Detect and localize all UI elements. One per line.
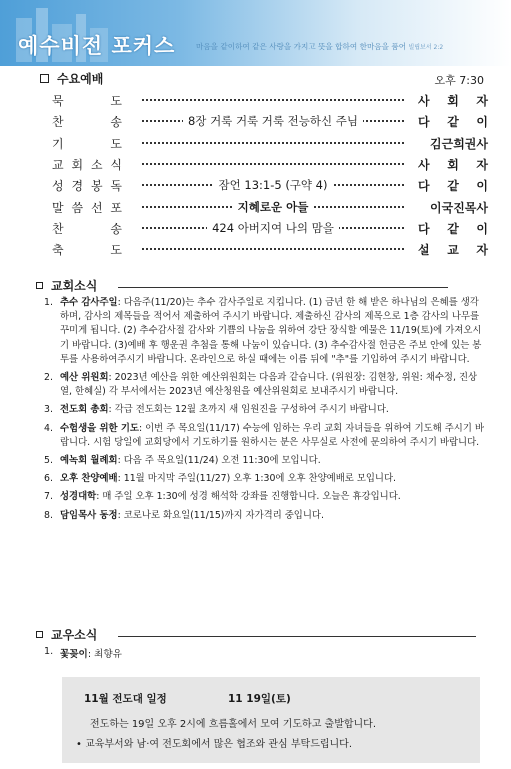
- news-heading: 오후 찬양예배: [60, 473, 118, 485]
- worship-section-title: 수요예배: [57, 72, 104, 86]
- worship-order-row: [52, 177, 488, 197]
- order-item-char: 도: [110, 243, 122, 258]
- order-leader-char: 이: [476, 115, 488, 130]
- news-section-header: [36, 277, 97, 294]
- worship-order-leader: [418, 241, 488, 258]
- worship-order-item: [52, 156, 122, 173]
- worship-order-item: [52, 177, 122, 194]
- evangelism-notice: 전도하는 19일 오후 2시에 흐름홀에서 모여 기도하고 출발합니다.: [90, 719, 377, 730]
- news-text: : 2023년 예산을 위한 예산위원회는 다음과 같습니다. (위원장: 김현창, 위원: 채수정, 진상열, 한혜실) 각 부서에서는 2023년 예산청원을 예산위원회로 보내주시기 바랍니다.: [60, 372, 478, 398]
- news-item: [44, 454, 484, 468]
- member-heading: 꽃꽂이: [60, 649, 88, 660]
- checkbox-square-icon: [36, 282, 43, 289]
- order-leader-char: 이: [476, 179, 488, 194]
- order-item-char: 송: [110, 115, 122, 130]
- order-leader-char: 이국진목사: [430, 200, 488, 215]
- order-leader-char: 다: [418, 179, 430, 194]
- news-text: : 다음 주 목요일(11/24) 오전 11:30에 모입니다.: [117, 455, 321, 467]
- evangelism-date: 11 19일(토): [228, 693, 291, 705]
- news-item: [44, 403, 484, 417]
- news-item: [44, 472, 484, 486]
- order-item-char: 찬: [52, 115, 64, 130]
- member-item: [44, 646, 122, 660]
- worship-order-item: [52, 113, 122, 130]
- order-item-char: 도: [110, 136, 122, 151]
- evangelism-request: • 교육부서와 남·여 전도회에서 많은 협조와 관심 부탁드립니다.: [76, 739, 353, 750]
- worship-order-row: [52, 92, 488, 112]
- order-item-char: 포: [110, 200, 122, 215]
- worship-order-leader: [418, 92, 488, 109]
- order-content-text: 424 아버지여 나의 맘을: [207, 221, 339, 235]
- news-text: : 매 주일 오후 1:30에 성경 해석학 강좌를 진행합니다. 오늘은 휴강입니다.: [96, 491, 401, 503]
- news-number: 6.: [44, 473, 53, 485]
- order-leader-char: 사: [418, 157, 430, 172]
- news-list: [44, 296, 484, 527]
- order-leader-char: 이: [476, 221, 488, 236]
- news-item: [44, 371, 484, 399]
- checkbox-square-icon: [40, 74, 49, 83]
- news-heading: 담임목사 동정: [60, 509, 118, 521]
- tagline-verse: 빌립보서 2:2: [408, 44, 444, 51]
- news-number: 5.: [44, 455, 53, 467]
- worship-order-content: [142, 220, 404, 236]
- news-item: [44, 509, 484, 523]
- worship-order-leader: [418, 113, 488, 130]
- header-banner: [0, 0, 511, 66]
- news-heading: 전도회 총회: [60, 404, 109, 416]
- order-leader-char: 회: [447, 94, 459, 108]
- order-item-char: 봉: [90, 179, 103, 194]
- dotted-leader-line: [142, 97, 404, 101]
- order-leader-char: 자: [476, 94, 488, 108]
- news-number: 3.: [44, 404, 53, 416]
- order-item-char: 경: [71, 179, 84, 194]
- order-item-char: 성: [52, 179, 64, 194]
- worship-order-leader: [418, 156, 488, 173]
- worship-order-content: [142, 199, 404, 215]
- worship-order-row: [52, 156, 488, 176]
- worship-order-item: [52, 220, 122, 237]
- member-number: 1.: [44, 646, 54, 657]
- worship-order-row: [52, 220, 488, 240]
- news-body: [60, 490, 484, 504]
- order-item-char: 회: [71, 157, 84, 172]
- order-content-text: 지혜로운 아들: [233, 200, 314, 214]
- evangelism-title: 11월 전도대 일정: [84, 693, 167, 705]
- worship-order-leader: [418, 199, 488, 216]
- news-heading: 예녹회 월례회: [60, 455, 118, 467]
- order-item-char: 선: [90, 200, 103, 215]
- worship-order-row: [52, 135, 488, 155]
- worship-order-row: [52, 241, 488, 261]
- news-divider: [118, 287, 448, 288]
- checkbox-square-icon: [36, 631, 43, 638]
- order-leader-char: 같: [447, 179, 459, 194]
- news-item: [44, 490, 484, 504]
- news-text: : 다음주(11/20)는 추수 감사주일로 지킵니다. (1) 금년 한 해 받은 하나님의 은혜를 생각하며, 감사의 제목들을 적어서 제출하여 주시기 바랍니다. 제출하신 감사의 제목으로 1층 감사의 나무를 꾸미게 됩니다. (2) 추수감사절 감사와 기쁨의 나눔을 위하여 강단 장식할 예물은 11/19(토)에 가져오시기 바랍니다. (3)예배 후 행운권 추첨을 통해 나눔이 있습니다. (3) 추수감사절 헌금은 주보 안에 있는 봉투를 사용하여주시기 바랍니다. 온라인으로 하실 때에는 이름 뒤에 "추"를 기입하여 주시기 바랍니다.: [60, 297, 482, 365]
- members-section-title: 교우소식: [51, 628, 98, 642]
- members-divider: [118, 636, 476, 637]
- bulletin-tagline: [196, 41, 443, 52]
- news-number: 8.: [44, 509, 53, 521]
- news-body: [60, 422, 484, 450]
- bulletin-title: 예수비전 포커스: [18, 34, 176, 58]
- order-leader-char: 교: [447, 243, 459, 258]
- tagline-text: 마음을 같이하여 같은 사랑을 가지고 뜻을 합하여 한마음을 품어: [196, 42, 407, 51]
- news-body: [60, 472, 484, 486]
- dotted-leader-line: [142, 161, 404, 165]
- worship-time: 오후 7:30: [434, 74, 484, 87]
- worship-order-item: [52, 241, 122, 258]
- news-text: : 이번 주 목요일(11/17) 수능에 임하는 우리 교회 자녀들을 위하여 기도해 주시기 바랍니다. 시험 당일에 교회당에서 기도하기를 원하시는 분은 사무실로 사전에 문의하여 주시기 바랍니다.: [60, 422, 484, 448]
- news-item: [44, 296, 484, 367]
- order-item-char: 씀: [71, 200, 84, 215]
- order-item-char: 찬: [52, 221, 64, 236]
- order-leader-char: 다: [418, 221, 430, 236]
- news-body: [60, 454, 484, 468]
- order-leader-char: 다: [418, 115, 430, 130]
- members-section-header: [36, 626, 97, 643]
- news-number: 2.: [44, 372, 53, 384]
- worship-order-content: [142, 113, 404, 129]
- order-item-char: 도: [110, 94, 122, 108]
- news-heading: 성경대학: [60, 491, 97, 503]
- order-leader-char: 같: [447, 221, 459, 236]
- news-body: [60, 403, 484, 417]
- worship-order-item: [52, 92, 122, 109]
- news-heading: 예산 위원회: [60, 372, 109, 384]
- news-item: [44, 422, 484, 450]
- order-item-char: 기: [52, 136, 64, 151]
- order-item-char: 말: [52, 200, 64, 215]
- news-number: 7.: [44, 491, 53, 503]
- worship-order-leader: [418, 220, 488, 237]
- worship-order-leader: [418, 135, 488, 152]
- dotted-leader-line: [142, 246, 404, 250]
- order-leader-char: 회: [447, 157, 459, 172]
- evangelism-schedule-box: [62, 677, 480, 763]
- worship-order-row: [52, 199, 488, 219]
- order-leader-char: 설: [418, 243, 430, 258]
- order-leader-char: 사: [418, 94, 430, 108]
- news-heading: 추수 감사주일: [60, 297, 118, 308]
- order-item-char: 송: [110, 221, 122, 236]
- news-body: [60, 509, 484, 523]
- order-item-char: 축: [52, 243, 64, 258]
- news-text: : 11월 마지막 주일(11/27) 오후 1:30에 오후 찬양예배로 모입니다.: [117, 473, 397, 485]
- news-section-title: 교회소식: [51, 279, 98, 293]
- worship-order-item: [52, 199, 122, 216]
- order-item-char: 소: [90, 157, 103, 172]
- order-item-char: 식: [110, 157, 122, 172]
- order-item-char: 독: [110, 179, 122, 194]
- news-number: 4.: [44, 422, 53, 434]
- news-body: [60, 371, 484, 399]
- order-leader-char: 김근희권사: [430, 136, 488, 151]
- dotted-leader-line: [142, 140, 404, 144]
- worship-order-row: [52, 113, 488, 133]
- order-content-text: 8장 거룩 거룩 거룩 전능하신 주님: [183, 114, 363, 128]
- worship-order-leader: [418, 177, 488, 194]
- news-heading: 수험생을 위한 기도: [60, 422, 139, 434]
- order-item-char: 교: [52, 157, 64, 172]
- news-body: [60, 296, 484, 367]
- order-item-char: 묵: [52, 94, 64, 108]
- news-text: : 코로나로 화요일(11/15)까지 자가격리 중입니다.: [117, 509, 324, 521]
- order-leader-char: 자: [476, 157, 488, 172]
- news-number: 1.: [44, 297, 53, 308]
- order-content-text: 잠언 13:1-5 (구약 4): [214, 178, 333, 192]
- news-text: : 각급 전도회는 12월 초까지 새 임원진을 구성하여 주시기 바랍니다.: [108, 404, 389, 416]
- worship-order-item: [52, 135, 122, 152]
- worship-section-header: [40, 70, 103, 87]
- worship-order-content: [142, 177, 404, 193]
- order-leader-char: 같: [447, 115, 459, 130]
- member-text: : 최향유: [87, 649, 122, 660]
- order-leader-char: 자: [476, 243, 488, 258]
